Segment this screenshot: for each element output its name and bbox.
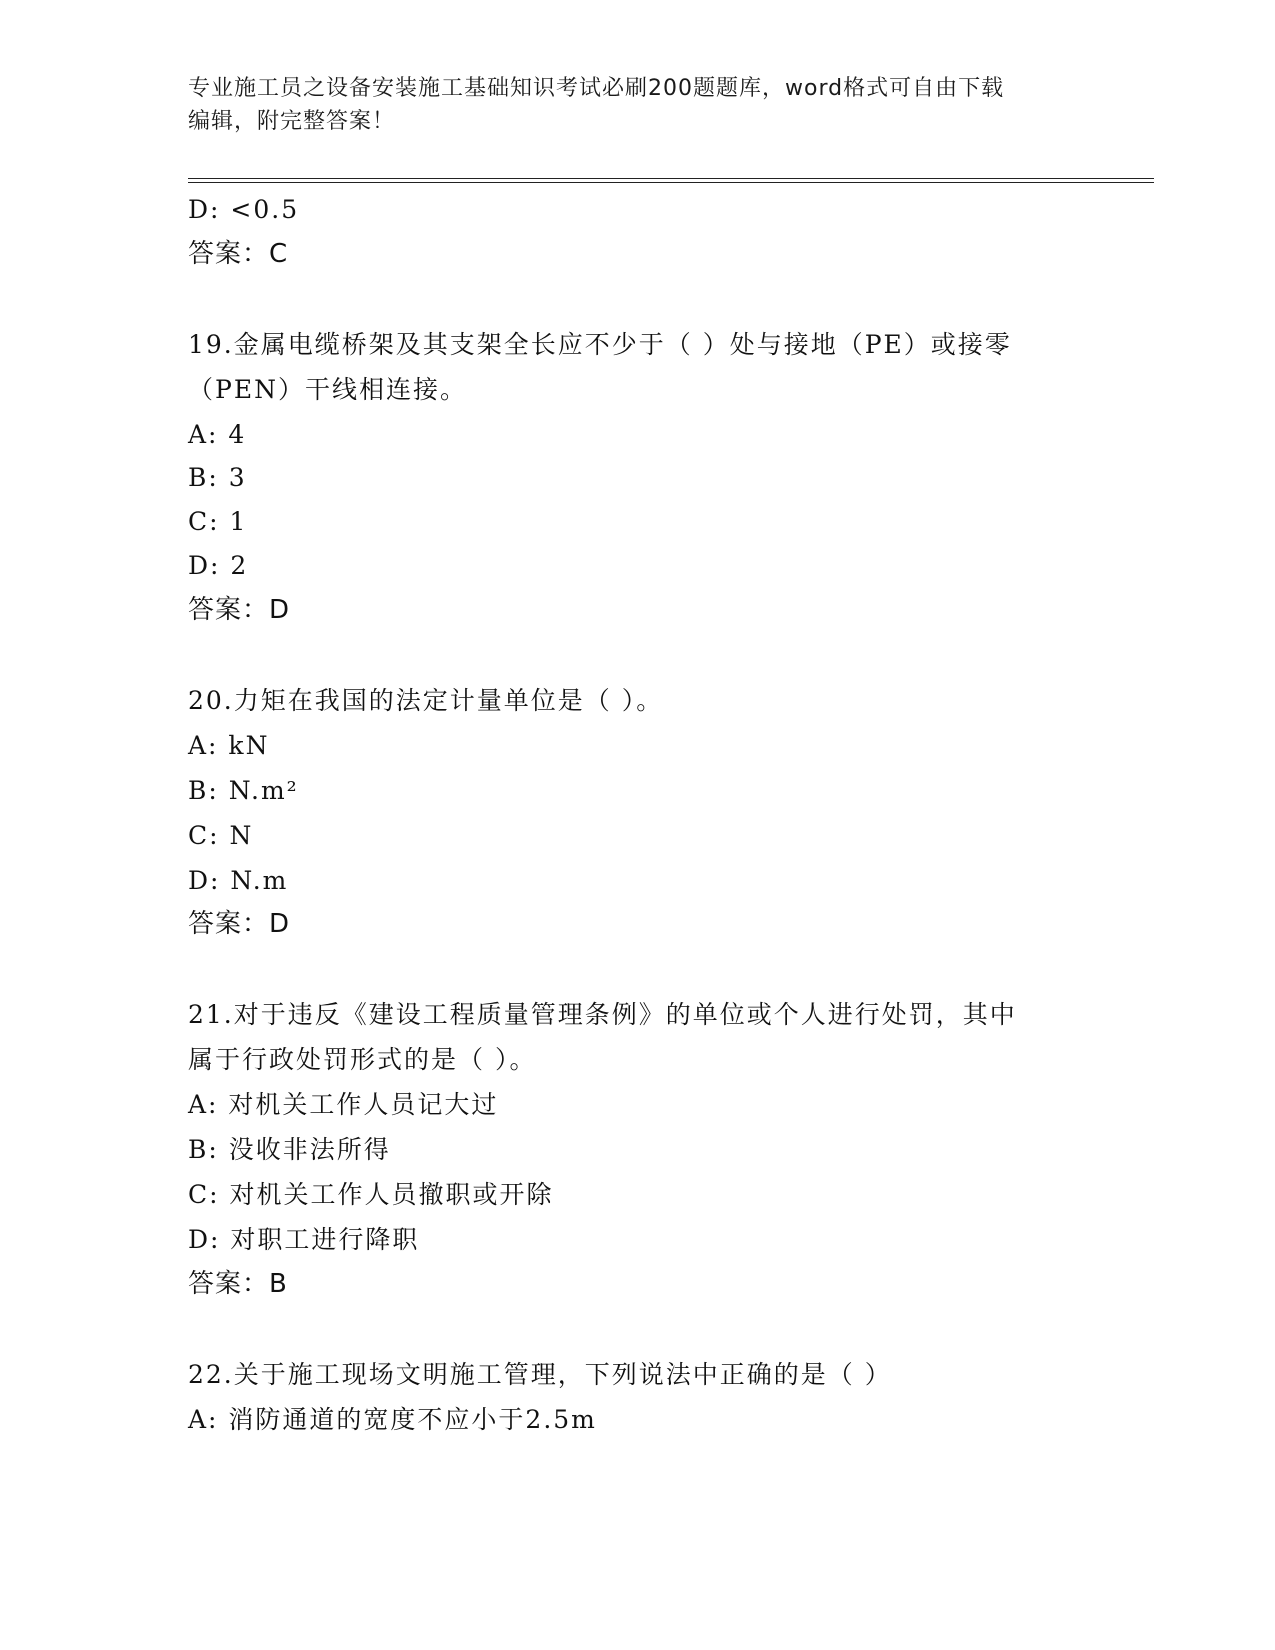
q19-option-d: D: 2: [188, 551, 249, 580]
q19-stem-line-2: （PEN）干线相连接。: [188, 375, 467, 404]
q21-option-d: D: 对职工进行降职: [188, 1225, 420, 1254]
header-divider-bottom: [188, 182, 1154, 183]
q19-option-c: C: 1: [188, 507, 248, 536]
q21-option-b: B: 没收非法所得: [188, 1135, 391, 1164]
q18-answer: 答案：C: [188, 239, 289, 269]
header-divider-top: [188, 178, 1154, 179]
q20-answer: 答案：D: [188, 909, 291, 939]
header-line-2: 编辑，附完整答案！: [188, 109, 396, 134]
q20-stem-line-1: 20.力矩在我国的法定计量单位是（ ）。: [188, 686, 664, 715]
q19-option-a: A: 4: [188, 420, 247, 449]
q19-stem-line-1: 19.金属电缆桥架及其支架全长应不少于（ ）处与接地（PE）或接零: [188, 330, 1012, 359]
q19-option-b: B: 3: [188, 463, 247, 492]
q21-option-a: A: 对机关工作人员记大过: [188, 1090, 499, 1119]
q20-option-c: C: N: [188, 821, 254, 850]
q18-option-d: D: <0.5: [188, 195, 300, 224]
q20-option-d: D: N.m: [188, 866, 289, 895]
header-line-1: 专业施工员之设备安装施工基础知识考试必刷200题题库，word格式可自由下载: [188, 76, 1005, 101]
q22-stem-line-1: 22.关于施工现场文明施工管理，下列说法中正确的是（ ）: [188, 1360, 892, 1389]
q21-answer: 答案：B: [188, 1269, 288, 1299]
q21-stem-line-2: 属于行政处罚形式的是（ ）。: [188, 1045, 537, 1074]
q21-stem-line-1: 21.对于违反《建设工程质量管理条例》的单位或个人进行处罚，其中: [188, 1000, 1017, 1029]
q22-option-a: A: 消防通道的宽度不应小于2.5m: [188, 1405, 597, 1434]
q19-answer: 答案：D: [188, 595, 291, 625]
q21-option-c: C: 对机关工作人员撤职或开除: [188, 1180, 554, 1209]
document-header: [188, 72, 1068, 138]
q20-option-a: A: kN: [188, 731, 270, 760]
q20-option-b: B: N.m²: [188, 776, 299, 805]
